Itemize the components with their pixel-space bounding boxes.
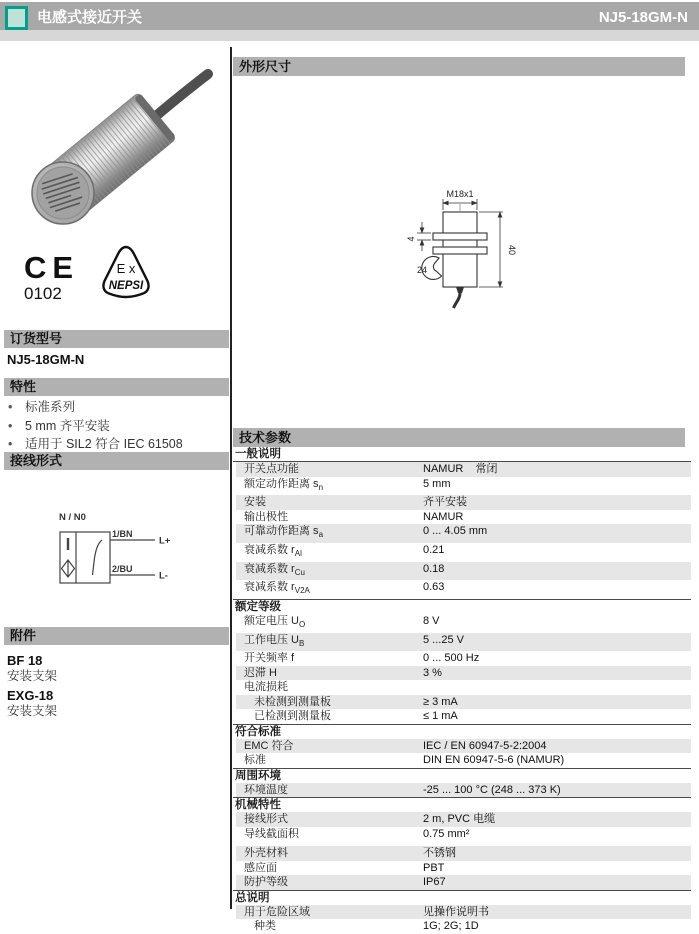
switch-contact-symbol xyxy=(93,540,103,575)
drawing-cable xyxy=(454,293,461,308)
table-row-label: 工作电压 $U_B$ xyxy=(244,633,305,648)
table-row xyxy=(236,543,691,562)
hex-nut-2 xyxy=(433,247,487,254)
label-subscript: B xyxy=(299,638,305,648)
dimension-drawing xyxy=(405,170,580,315)
table-row xyxy=(236,783,691,798)
table-row-label: 衰减系数 $r_{Al}$ xyxy=(244,543,302,559)
table-row-value: 1G; 2G; 1D xyxy=(423,920,479,933)
label-subscript: n xyxy=(318,482,324,492)
table-row-value: 3 % xyxy=(423,666,442,679)
table-row-label: 开关频率 f xyxy=(244,652,295,665)
table-row xyxy=(236,477,691,496)
bullet-icon: • xyxy=(8,400,13,414)
nut-height-dimension-label: 4 xyxy=(406,236,416,242)
label-subscript: O xyxy=(299,620,306,630)
features-section-bar: 特性 xyxy=(4,378,229,396)
table-row-label: EMC 符合 xyxy=(244,739,294,752)
table-row-label: 迟滞 H xyxy=(244,666,277,679)
feature-item xyxy=(8,398,183,417)
brand-square-icon xyxy=(5,6,28,30)
table-row-value: NAMUR 常闭 xyxy=(423,463,498,475)
table-row xyxy=(236,633,691,652)
tech-section-bar: 技术参数 xyxy=(233,428,685,447)
accessory-model: EXG-18 xyxy=(7,688,54,703)
table-row xyxy=(236,510,691,525)
circuit-type-label: N / N0 xyxy=(59,512,86,523)
table-row xyxy=(236,524,691,543)
wiring-diagram xyxy=(52,500,190,600)
table-section-header: 额定等级 xyxy=(233,599,691,614)
nepsi-name-label: NEPSI xyxy=(108,280,144,292)
table-row xyxy=(236,614,691,633)
table-row-value: 0.18 xyxy=(423,562,445,575)
order-model-number: NJ5-18GM-N xyxy=(7,352,85,367)
dimensions-section-bar: 外形尺寸 xyxy=(233,57,685,76)
label-subscript: a xyxy=(318,530,324,540)
table-row-value: ≥ 3 mA xyxy=(423,695,458,708)
header-model-number: NJ5-18GM-N xyxy=(598,9,688,26)
table-row xyxy=(236,495,691,510)
table-row xyxy=(236,875,691,890)
order-section-bar: 订货型号 xyxy=(4,330,229,348)
table-row-label: 外壳材料 xyxy=(244,847,288,860)
accessories-section-bar: 附件 xyxy=(4,627,229,645)
table-row-label: 导线截面积 xyxy=(244,827,299,840)
table-section-header: 总说明 xyxy=(233,890,691,905)
table-row-value: 0.63 xyxy=(423,581,445,594)
table-row-value xyxy=(423,680,691,695)
table-row-label: 未检测到测量板 xyxy=(254,695,331,708)
table-row-value: ≤ 1 mA xyxy=(423,710,458,723)
accessory-description: 安装支架 xyxy=(7,704,58,718)
table-row-label: 环境温度 xyxy=(244,783,288,796)
table-row-value: IEC / EN 60947-5-2:2004 xyxy=(423,739,547,752)
table-row-value: 0 ... 500 Hz xyxy=(423,652,480,665)
table-row xyxy=(236,462,691,477)
label-subscript: Al xyxy=(294,549,302,559)
table-row-label: 用于危险区域 xyxy=(244,905,310,918)
column-divider xyxy=(230,47,232,909)
table-row-value: 5 ...25 V xyxy=(423,633,464,646)
table-row-label: 标准 xyxy=(244,754,266,767)
accessory-model: BF 18 xyxy=(7,653,43,668)
accessories-list xyxy=(7,649,57,719)
feature-item xyxy=(8,417,183,436)
table-row-label: 可靠动作距离 $s_a$ xyxy=(244,525,324,540)
features-list xyxy=(8,398,183,454)
feature-item xyxy=(8,435,183,454)
feature-text: 5 mm 齐平安装 xyxy=(25,418,110,433)
table-row xyxy=(236,753,691,768)
table-row-label: 额定动作距离 $s_n$ xyxy=(244,477,324,492)
table-row xyxy=(236,651,691,666)
page-header-bar xyxy=(0,2,699,30)
wrench-size-label: 24 xyxy=(417,265,428,275)
table-row xyxy=(236,580,691,599)
table-row xyxy=(236,827,691,847)
cable-gland xyxy=(456,287,464,293)
connection-section-bar: 接线形式 xyxy=(4,452,229,470)
nepsi-ex-label: E x xyxy=(116,261,136,276)
accessory-description: 安装支架 xyxy=(7,669,58,683)
feature-text: 适用于 SIL2 符合 IEC 61508 xyxy=(25,437,183,451)
table-row-value: 8 V xyxy=(423,614,440,627)
table-section-header: 周围环境 xyxy=(233,768,691,783)
table-row-value: 0 ... 4.05 mm xyxy=(423,525,488,538)
table-row xyxy=(236,709,691,724)
table-section-header: 符合标准 xyxy=(233,724,691,739)
table-row-value: IP67 xyxy=(423,876,446,889)
thread-dimension-label: M18x1 xyxy=(446,189,474,199)
label-subscript: Cu xyxy=(294,567,305,577)
ce-mark: CE xyxy=(24,250,80,285)
bullet-icon: • xyxy=(8,418,13,433)
bullet-icon: • xyxy=(8,437,13,451)
table-row xyxy=(236,861,691,876)
table-row-label: 衰减系数 $r_{Cu}$ xyxy=(244,562,305,577)
terminal-plus-label: L+ xyxy=(159,535,171,547)
table-row-label: 防护等级 xyxy=(244,876,288,889)
ce-number: 0102 xyxy=(24,284,62,303)
table-row-value: -25 ... 100 °C (248 ... 373 K) xyxy=(423,783,561,796)
feature-text: 标准系列 xyxy=(25,400,76,414)
terminal-minus-label: L- xyxy=(159,570,168,582)
nepsi-ex-mark xyxy=(92,243,160,307)
table-section-header: 机械特性 xyxy=(233,797,691,812)
table-row-value: 0.21 xyxy=(423,543,445,556)
table-row-value: 2 m, PVC 电缆 xyxy=(423,813,496,826)
table-row-value: 不锈钢 xyxy=(423,847,456,860)
table-row-label: 已检测到测量板 xyxy=(254,710,331,723)
header-shadow-strip xyxy=(0,30,699,41)
table-row xyxy=(236,812,691,827)
sensor-face xyxy=(32,162,94,224)
table-row-value: PBT xyxy=(423,861,445,874)
inductive-sensor-symbol xyxy=(62,560,75,577)
table-row-label: 感应面 xyxy=(244,861,277,874)
table-row xyxy=(236,846,691,861)
table-row-value: DIN EN 60947-5-6 (NAMUR) xyxy=(423,754,565,767)
table-row xyxy=(236,562,691,581)
table-row-value: 见操作说明书 xyxy=(423,905,489,918)
wire2-label: 2/BU xyxy=(112,564,133,574)
table-row xyxy=(236,919,691,934)
table-row-value: 齐平安装 xyxy=(423,496,467,509)
table-row-value: 0.75 mm² xyxy=(423,827,470,840)
table-row-label: 电流损耗 xyxy=(244,681,288,694)
table-row xyxy=(236,680,691,695)
table-row xyxy=(236,695,691,710)
table-row-label: 安装 xyxy=(244,496,266,509)
table-row xyxy=(236,739,691,754)
tech-table xyxy=(233,447,691,934)
table-section-header: 一般说明 xyxy=(233,447,691,462)
table-row-label: 输出极性 xyxy=(244,510,288,523)
table-row-label: 开关点功能 xyxy=(244,463,299,475)
product-type-title: 电感式接近开关 xyxy=(37,9,143,26)
wire1-label: 1/BN xyxy=(112,529,133,539)
table-row-label: 接线形式 xyxy=(244,813,288,826)
table-row xyxy=(236,666,691,681)
table-row-label: 额定电压 $U_O$ xyxy=(244,614,306,630)
hex-nut-1 xyxy=(433,233,487,240)
table-row-label: 种类 xyxy=(254,920,276,933)
length-dimension-label: 40 xyxy=(507,244,517,256)
table-row xyxy=(236,905,691,920)
label-subscript: V2A xyxy=(294,586,310,596)
table-row-label: 衰减系数 $r_{V2A}$ xyxy=(244,581,310,596)
table-row-value: NAMUR xyxy=(423,510,464,523)
table-row-value: 5 mm xyxy=(423,477,451,490)
